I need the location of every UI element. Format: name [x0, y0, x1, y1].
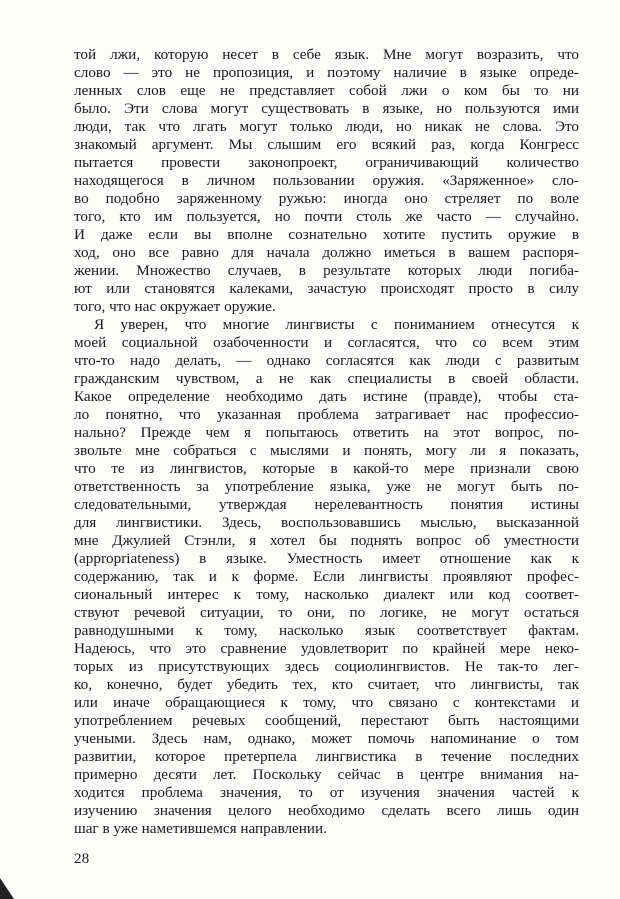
- text-line: гражданским чувством, а не как специалисты в своей области.: [74, 370, 579, 387]
- text-line: знакомый аргумент. Мы слышим его всякий раз, когда Конгресс: [74, 136, 579, 153]
- page-body: [74, 46, 579, 838]
- text-line: для лингвистики. Здесь, воспользовавшись мыслью, высказанной: [74, 514, 579, 531]
- text-line: мне Джулией Стэнли, я хотел бы поднять вопрос об уместности: [74, 532, 579, 549]
- text-line: изучению значения целого необходимо сделать всего лишь один: [74, 802, 579, 819]
- page-flow: [74, 46, 579, 868]
- text-line: что те из лингвистов, которые в какой-то мере признали свою: [74, 460, 579, 477]
- text-line: шаг в уже наметившемся направлении.: [74, 820, 327, 837]
- text-line: примерно десяти лет. Поскольку сейчас в центре внимания на-: [74, 766, 579, 783]
- page-number: 28: [74, 850, 90, 867]
- text-line: сиональный интерес к тому, насколько диалект или код соответ-: [74, 586, 579, 603]
- scan-corner-mark: [0, 878, 14, 899]
- text-line: во подобно заряженному ружью: иногда оно стреляет по воле: [74, 190, 579, 207]
- text-line: той лжи, которую несет в себе язык. Мне могут возразить, что: [74, 46, 579, 63]
- text-line: ответственность за употребление языка, уже не могут быть по-: [74, 478, 579, 495]
- text-line: нально? Прежде чем я попытаюсь ответить на этот вопрос, по-: [74, 424, 579, 441]
- text-line: ходится проблема значения, то от изучения значения частей к: [74, 784, 579, 801]
- text-line: развитии, которое претерпела лингвистика в течение последних: [74, 748, 579, 765]
- text-line: ко, конечно, будет убедить тех, кто считает, что лингвисты, так: [74, 676, 579, 693]
- text-line: ют или становятся калеками, зачастую происходят просто в силу: [74, 280, 579, 297]
- text-line: ствуют речевой ситуации, то они, по логике, не могут остаться: [74, 604, 579, 621]
- text-line: того, кто им пользуется, но почти столь же часто — случайно.: [74, 208, 579, 225]
- text-line: звольте мне собраться с мыслями и понять, могу ли я показать,: [74, 442, 579, 459]
- text-line: что-то надо делать, — однако согласятся как люди с развитым: [74, 352, 579, 369]
- text-line: того, что нас окружает оружие.: [74, 298, 276, 315]
- text-line: жении. Множество случаев, в результате которых люди погиба-: [74, 262, 579, 279]
- text-line: Я уверен, что многие лингвисты с пониманием отнесутся к: [94, 316, 579, 333]
- text-line: Надеюсь, что это сравнение удовлетворит по крайней мере неко-: [74, 640, 579, 657]
- text-line: употреблением речевых сообщений, перестают быть настоящими: [74, 712, 579, 729]
- text-line: равнодушными к тому, насколько язык соответствует фактам.: [74, 622, 579, 639]
- text-line: И даже если вы вполне сознательно хотите пустить оружие в: [74, 226, 579, 243]
- text-line: люди, так что лгать могут только люди, но никак не слова. Это: [74, 118, 579, 135]
- text-line: или иначе обращающиеся к тому, что связано с контекстами и: [74, 694, 579, 711]
- text-line: пытается провести законопроект, ограничивающий количество: [74, 154, 579, 171]
- text-line: торых из присутствующих здесь социолингвистов. Не так-то лег-: [74, 658, 579, 675]
- text-line: ло понятно, что указанная проблема затрагивает нас профессио-: [74, 406, 579, 423]
- text-line: учеными. Здесь нам, однако, может помочь напоминание о том: [74, 730, 579, 747]
- text-line: ленных слов еще не представляет собой лжи о ком бы то ни: [74, 82, 579, 99]
- text-line: находящегося в личном пользовании оружия. «Заряженное» сло-: [74, 172, 579, 189]
- text-line: ход, оно все равно для начала должно иметься в вашем распоря-: [74, 244, 579, 261]
- text-line: (appropriateness) в языке. Уместность имеет отношение как к: [74, 550, 579, 567]
- text-line: следовательными, утверждая нерелевантность понятия истины: [74, 496, 579, 513]
- text-line: Какое определение необходимо дать истине (правде), чтобы ста-: [74, 388, 579, 405]
- text-line: моей социальной озабоченности и согласятся, что со всем этим: [74, 334, 579, 351]
- text-line: было. Эти слова могут существовать в языке, но пользуются ими: [74, 100, 579, 117]
- text-line: слово — это не пропозиция, и поэтому наличие в языке опреде-: [74, 64, 579, 81]
- text-line: содержанию, так и к форме. Если лингвисты проявляют профес-: [74, 568, 579, 585]
